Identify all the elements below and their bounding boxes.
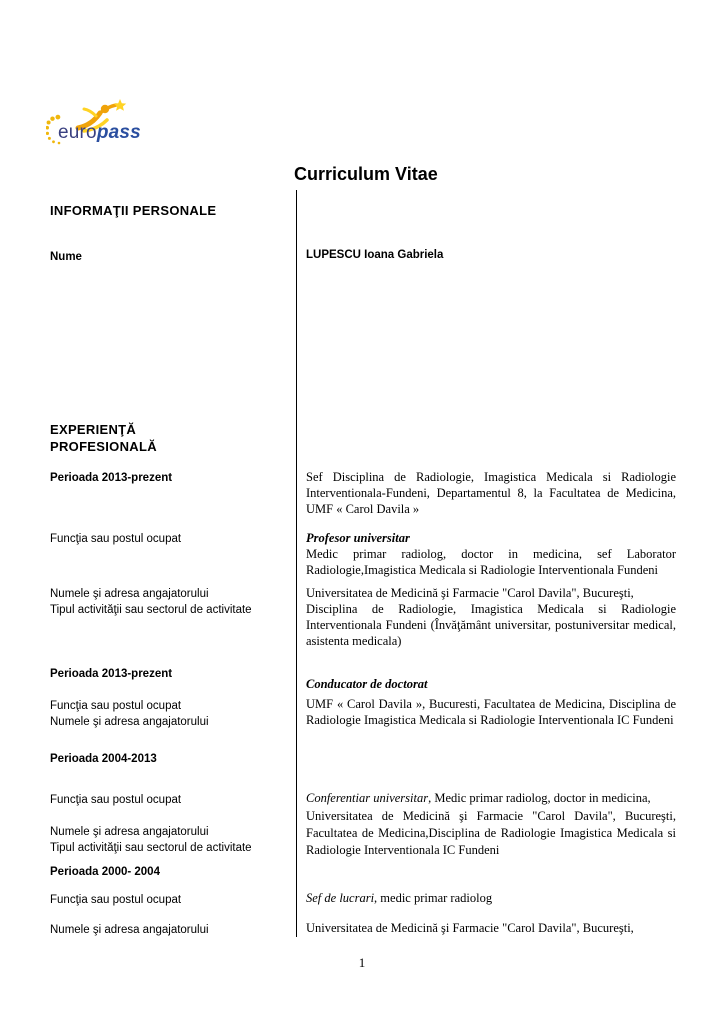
position-title-4: Sef de lucrari bbox=[306, 891, 375, 905]
employer-label-1: Numele şi adresa angajatorului bbox=[50, 588, 209, 600]
employer-text-4: Universitatea de Medicină şi Farmacie "Carol Davila", Bucureşti, bbox=[306, 921, 634, 935]
position-title-line-3 bbox=[306, 790, 676, 807]
employer-labels-3 bbox=[50, 824, 290, 856]
employer-line1-1: Universitatea de Medicină şi Farmacie "Carol Davila", Bucureşti, bbox=[306, 586, 634, 600]
name-value: LUPESCU Ioana Gabriela bbox=[306, 249, 444, 261]
column-divider-line bbox=[296, 190, 297, 937]
position-title-1: Profesor universitar bbox=[306, 531, 410, 545]
employer-text-3: Universitatea de Medicină şi Farmacie "Carol Davila", Bucureşti, Facultatea de Medicina,Disciplina de Radiologie Imagistica Medicala si Radiologie Interventionala IC Fundeni bbox=[306, 809, 676, 857]
experience-heading-line2: PROFESIONALĂ bbox=[50, 439, 157, 454]
position-title-rest-4: , medic primar radiolog bbox=[374, 891, 493, 905]
function-label-1: Funcţia sau postul ocupat bbox=[50, 533, 182, 545]
page-number: 1 bbox=[358, 955, 366, 970]
activity-label-1: Tipul activităţii sau sectorul de activitate bbox=[50, 604, 252, 616]
employer-line2-1: Disciplina de Radiologie, Imagistica Medicala si Radiologie Interventionala Fundeni (Învăţământ universitar, postuniversitar medical, asistenta medicala) bbox=[306, 602, 676, 648]
position-text-1: Medic primar radiolog, doctor in medicina, sef Laborator Radiologie,Imagistica Medicala si Radiologie Interventionala Fundeni bbox=[306, 547, 676, 577]
period-label-2: Perioada 2013-prezent bbox=[50, 668, 173, 680]
logo-pass-text: pass bbox=[96, 122, 141, 143]
position-text-2: UMF « Carol Davila », Bucuresti, Facultatea de Medicina, Disciplina de Radiologie Imagistica Medicala si Radiologie Interventionala IC Fundeni bbox=[306, 697, 676, 727]
europass-logo bbox=[46, 98, 156, 154]
function-label-3: Funcţia sau postul ocupat bbox=[50, 794, 182, 806]
position-title-rest-3: , Medic primar radiolog, doctor in medicina, bbox=[428, 791, 651, 805]
period-label-3: Perioada 2004-2013 bbox=[50, 753, 157, 765]
period-label-4: Perioada 2000- 2004 bbox=[50, 866, 160, 878]
period-label-1: Perioada 2013-prezent bbox=[50, 472, 173, 484]
logo-euro-text: euro bbox=[58, 122, 97, 143]
experience-heading-line1: EXPERIENŢĂ bbox=[50, 422, 137, 437]
employer-label-3: Numele şi adresa angajatorului bbox=[50, 826, 209, 838]
position-title-2: Conducator de doctorat bbox=[306, 677, 428, 691]
function-label-2: Funcţia sau postul ocupat bbox=[50, 700, 182, 712]
europass-wordmark bbox=[58, 122, 141, 144]
employer-label-4: Numele şi adresa angajatorului bbox=[50, 924, 209, 936]
name-label: Nume bbox=[50, 251, 82, 263]
page-title: Curriculum Vitae bbox=[294, 164, 438, 184]
position-block-1 bbox=[306, 530, 676, 578]
position-title-line-4 bbox=[306, 890, 676, 906]
function-label-4: Funcţia sau postul ocupat bbox=[50, 894, 182, 906]
employer-block-1 bbox=[306, 585, 676, 649]
employer-label-2: Numele şi adresa angajatorului bbox=[50, 716, 209, 728]
experience-heading bbox=[50, 421, 290, 455]
period-text-1: Sef Disciplina de Radiologie, Imagistica Medicala si Radiologie Interventionala-Fundeni, Departamentul 8, la Facultatea de Medicina, UMF « Carol Davila » bbox=[306, 470, 676, 516]
personal-info-heading: INFORMAŢII PERSONALE bbox=[50, 203, 217, 218]
employer-labels-1 bbox=[50, 586, 290, 618]
activity-label-3: Tipul activităţii sau sectorul de activitate bbox=[50, 842, 252, 854]
position-title-3: Conferentiar universitar bbox=[306, 791, 429, 805]
